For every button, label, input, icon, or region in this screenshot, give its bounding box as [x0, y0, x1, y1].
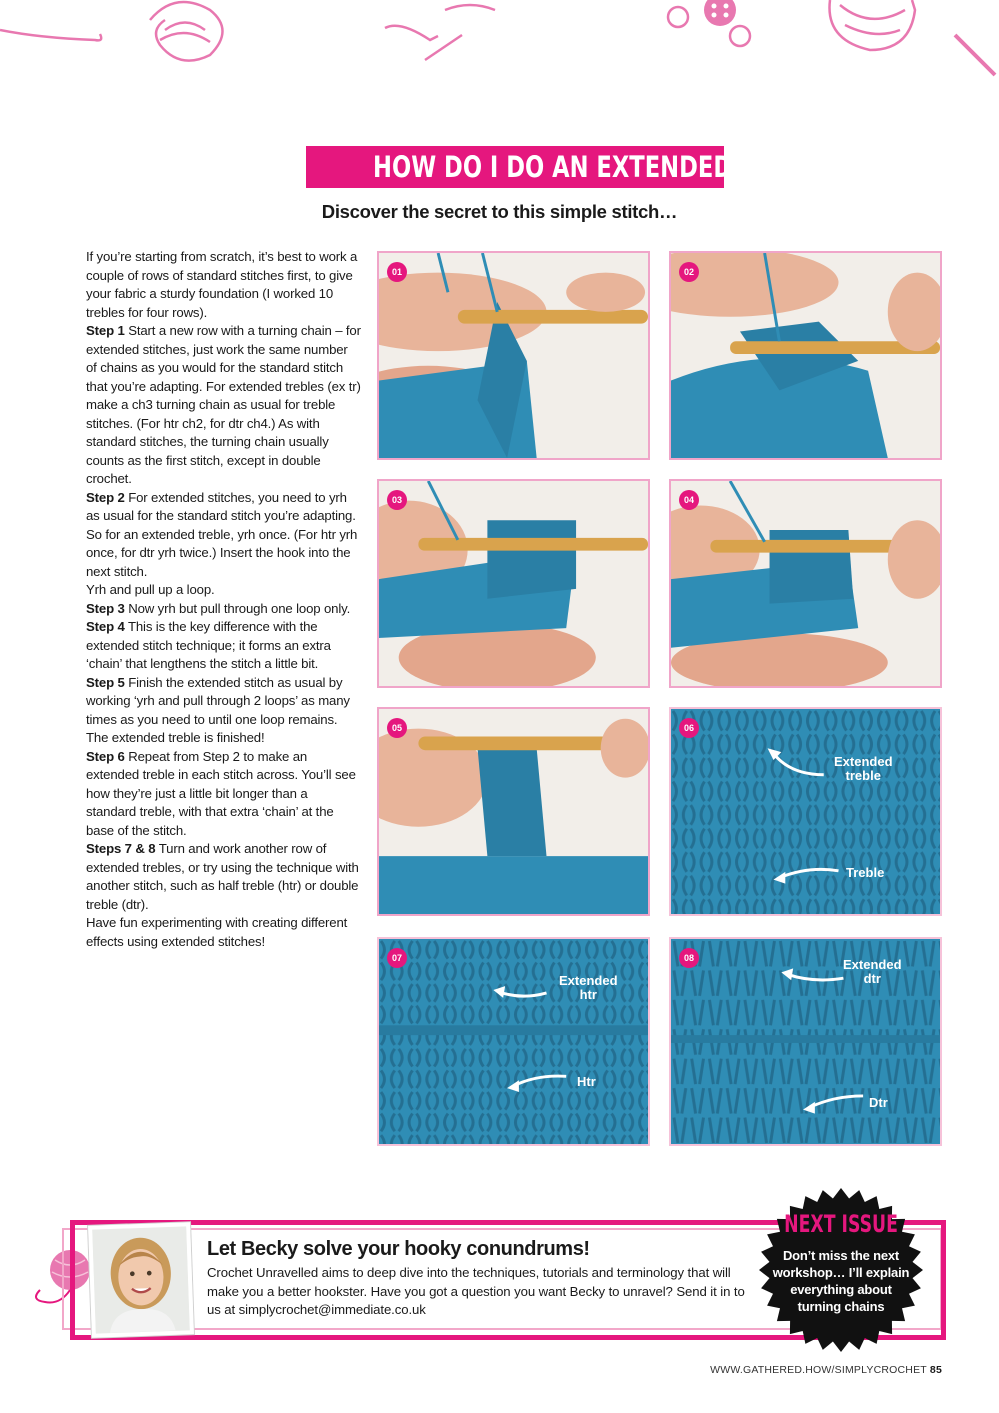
intro-paragraph: If you’re starting from scratch, it’s best to work a couple of rows of standard stitches first, to give your fabric a sturdy foundation (I worked 10 trebles for four rows). [86, 249, 358, 320]
step-photo-08 [669, 937, 942, 1146]
step-label: Step 5 [86, 674, 125, 690]
step-label: Steps 7 & 8 [86, 841, 156, 856]
footer-url: WWW.GATHERED.HOW/SIMPLYCROCHET [710, 1364, 927, 1376]
page-title-banner [306, 146, 849, 188]
avatar [88, 1222, 194, 1337]
photo-annotation: Htr [577, 1074, 596, 1089]
page-title: HOW DO I DO AN EXTENDED TREBLE? [373, 150, 849, 184]
crochet-photo-illustration [379, 481, 648, 686]
step-text: This is the key difference with the extended stitch technique; it forms an extra ‘chain’ that lengthens the stitch a little bit. [86, 619, 331, 671]
crochet-photo-illustration [671, 481, 940, 686]
footer-heading: Let Becky solve your hooky conundrums! [207, 1238, 590, 1260]
crochet-photo-illustration [379, 939, 648, 1144]
step-label: Step 6 [86, 748, 125, 764]
step-text: Turn and work another row of extended trebles, or try using the technique with another stitch, such as half treble (htr) or double treble (dtr). [86, 841, 359, 912]
step-paragraph [86, 748, 361, 841]
step-text: Now yrh but pull through one loop only. [124, 600, 351, 616]
photo-annotation: Extended treble [834, 754, 893, 783]
header-doodles [0, 0, 999, 90]
step-photo-01 [377, 251, 650, 460]
photo-number-badge: 01 [387, 262, 407, 282]
crochet-photo-illustration [379, 253, 648, 458]
photo-number-badge: 06 [679, 718, 699, 738]
step-paragraph [86, 600, 361, 619]
step-paragraph [86, 322, 361, 489]
photo-number-badge: 04 [679, 490, 699, 510]
page-number: 85 [929, 1364, 942, 1376]
step-photo-03 [377, 479, 650, 688]
step-photo-06 [669, 707, 942, 916]
step-photo-05 [377, 707, 650, 916]
page-footer [710, 1364, 942, 1376]
next-issue-text: Don’t miss the next workshop… I’ll explain everything about turning chains [772, 1248, 910, 1314]
step-label: Step 3 [86, 600, 125, 616]
step-paragraph [86, 914, 361, 951]
photo-number-badge: 05 [387, 718, 407, 738]
photo-annotation: Extended dtr [843, 957, 902, 986]
step-photo-07 [377, 937, 650, 1146]
crochet-photo-illustration [379, 709, 648, 914]
step-text: Repeat from Step 2 to make an extended treble in each stitch across. You’ll see how they’re just a little bit longer than a standard treble, with that extra ‘chain’ at the base of the stitch. [86, 748, 356, 838]
step-photo-02 [669, 251, 942, 460]
instructions-text [86, 248, 361, 951]
subtitle: Discover the secret to this simple stitch… [321, 201, 678, 222]
step-paragraph [86, 618, 361, 674]
photo-annotation: Dtr [869, 1095, 888, 1110]
crochet-photo-illustration [671, 709, 940, 914]
step-paragraph [86, 674, 361, 748]
step-text: Finish the extended stitch as usual by working ‘yrh and pull through 2 loops’ as many times as you need to until one loop remains. The extended treble is finished! [86, 674, 350, 745]
footer-text: Crochet Unravelled aims to deep dive into the techniques, tutorials and terminology that will make you a better hookster. Have you got a question you want Becky to unravel? Send it in to us at simplycrochet@immediate.co.uk [207, 1265, 745, 1317]
step-paragraph [86, 840, 361, 914]
crochet-photo-illustration [671, 253, 940, 458]
step-text: Yrh and pull up a loop. [86, 582, 215, 597]
step-text: Start a new row with a turning chain – for extended stitches, just work the same number of chains as you would for the standard stitch that you’re adapting. For extended trebles (ex tr) make a ch3 turning chain as usual for treble stitches. (For htr ch2, for dtr ch4.) As with standard stitches, the turning chain usually counts as the first stitch, except in double crochet. [86, 323, 361, 486]
photo-number-badge: 02 [679, 262, 699, 282]
photo-number-badge: 08 [679, 948, 699, 968]
step-photo-04 [669, 479, 942, 688]
step-text: Have fun experimenting with creating different effects using extended stitches! [86, 915, 348, 949]
photo-annotation: Treble [846, 865, 885, 880]
photo-number-badge: 07 [387, 948, 407, 968]
step-label: Step 1 [86, 323, 125, 338]
portrait-illustration [92, 1226, 190, 1333]
step-label: Step 2 [86, 489, 125, 505]
step-paragraph [86, 581, 361, 600]
photo-number-badge: 03 [387, 490, 407, 510]
step-paragraph [86, 489, 361, 582]
next-issue-title: NEXT ISSUE [784, 1210, 898, 1238]
step-text: For extended stitches, you need to yrh as usual for the standard stitch you’re adapting. So for an extended treble, yrh once. (For htr yrh once, for dtr yrh twice.) Insert the hook into the next stitch. [86, 489, 358, 579]
step-label: Step 4 [86, 619, 125, 634]
photo-annotation: Extended htr [559, 973, 618, 1002]
